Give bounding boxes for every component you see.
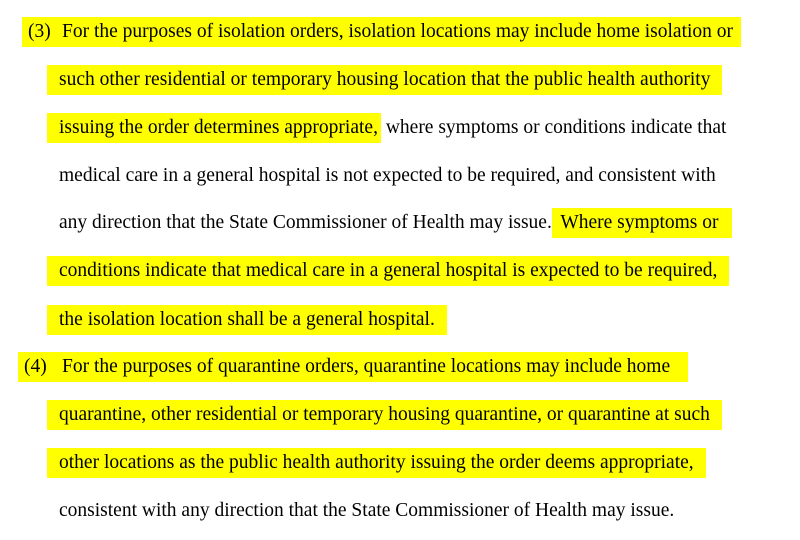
para4-line-3 — [59, 448, 706, 478]
para3-text: such other residential or temporary housing location that the public health authority — [59, 69, 711, 90]
highlight — [18, 352, 688, 382]
para3-line-5 — [59, 208, 732, 238]
para3-text: For the purposes of isolation orders, isolation locations may include home isolation or — [62, 21, 734, 42]
para3-line-4 — [59, 161, 716, 191]
para4-text: other locations as the public health authority issuing the order deems appropriate, — [59, 452, 694, 473]
para3-text: Where symptoms or — [555, 212, 719, 233]
highlight — [47, 448, 706, 478]
highlight — [47, 305, 447, 335]
para3-text: medical care in a general hospital is not expected to be required, and consistent with — [59, 165, 716, 186]
para4-text: consistent with any direction that the State Commissioner of Health may issue. — [59, 500, 675, 521]
para3-text: conditions indicate that medical care in a general hospital is expected to be required, — [59, 260, 718, 281]
highlight — [552, 208, 733, 238]
para3-line-3 — [59, 113, 726, 143]
para4-text: quarantine, other residential or temporary housing quarantine, or quarantine at such — [59, 404, 710, 425]
para3-number: (3) — [28, 21, 51, 42]
para3-line-7 — [59, 305, 447, 335]
para4-text: For the purposes of quarantine orders, quarantine locations may include home — [62, 356, 671, 377]
highlight — [22, 17, 741, 47]
para3-text: any direction that the State Commissioner of Health may issue. — [59, 212, 552, 233]
para3-line-2 — [59, 65, 722, 95]
para3-text: the isolation location shall be a general hospital. — [59, 309, 435, 330]
para3-line-1 — [22, 17, 741, 47]
para4-line-1 — [18, 352, 688, 382]
para4-line-2 — [59, 400, 722, 430]
para4-number: (4) — [24, 356, 47, 377]
highlight — [47, 400, 722, 430]
highlight — [47, 65, 722, 95]
para3-text: where symptoms or conditions indicate that — [380, 117, 727, 138]
para4-line-4 — [59, 496, 674, 526]
para3-text: issuing the order determines appropriate, — [59, 117, 378, 138]
highlight — [47, 113, 381, 143]
para3-line-6 — [59, 256, 729, 286]
highlight — [47, 256, 729, 286]
